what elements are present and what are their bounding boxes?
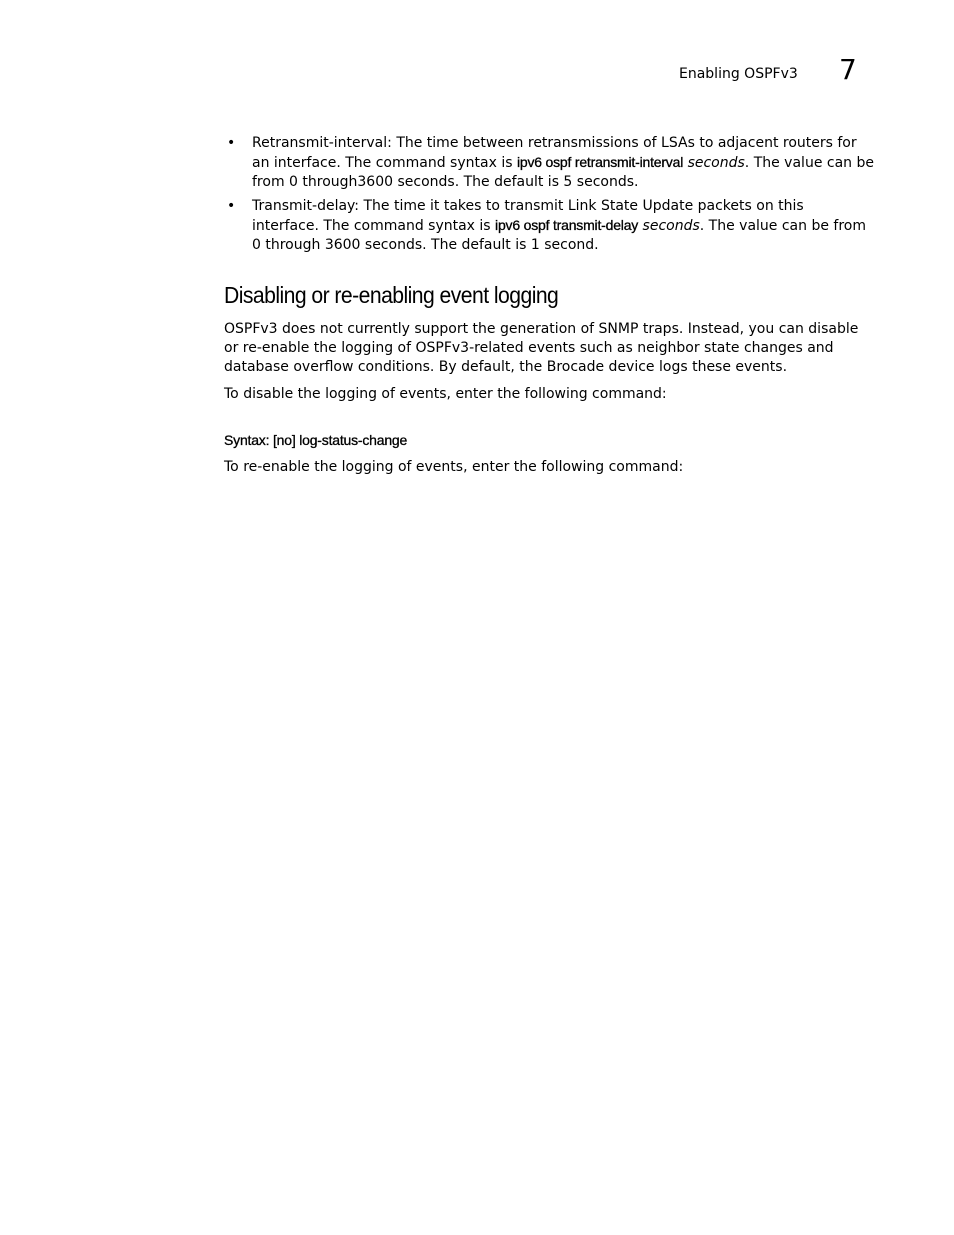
command-argument: seconds xyxy=(642,218,700,234)
disable-instruction: To disable the logging of events, enter the following command: xyxy=(224,386,667,402)
syntax-line: Syntax: [no] log-status-change xyxy=(224,432,408,448)
bullet-text: Retransmit-interval: The time between retransmissions of LSAs to adjacent routers for an interface. The command syntax is xyxy=(252,135,857,171)
chapter-number: 7 xyxy=(839,53,857,86)
section-heading: Disabling or re-enabling event logging xyxy=(224,282,559,308)
command-keyword: ipv6 ospf retransmit-interval xyxy=(516,154,684,170)
command-argument: seconds xyxy=(687,155,745,171)
bullet-marker: • xyxy=(227,198,236,214)
reenable-instruction: To re-enable the logging of events, enter the following command: xyxy=(224,459,684,475)
bullet-transmit-delay xyxy=(224,197,874,255)
bullet-text-continued: . The value can be from 0 through3600 seconds. The default is 5 seconds. xyxy=(252,155,874,190)
bullet-retransmit-interval xyxy=(224,134,874,192)
running-header-title: Enabling OSPFv3 xyxy=(679,66,798,82)
bullet-marker: • xyxy=(227,135,236,151)
intro-paragraph: OSPFv3 does not currently support the generation of SNMP traps. Instead, you can disable or re-enable the logging of OSPFv3-related events such as neighbor state changes and database overflow conditions. By default, the Brocade device logs these events. xyxy=(224,321,859,375)
command-keyword: ipv6 ospf transmit-delay xyxy=(495,217,639,233)
bullet-text-continued: . The value can be from 0 through 3600 seconds. The default is 1 second. xyxy=(252,218,866,253)
parameter-bullet-list xyxy=(224,134,874,260)
bullet-text: Transmit-delay: The time it takes to transmit Link State Update packets on this interface. The command syntax is xyxy=(252,198,804,234)
